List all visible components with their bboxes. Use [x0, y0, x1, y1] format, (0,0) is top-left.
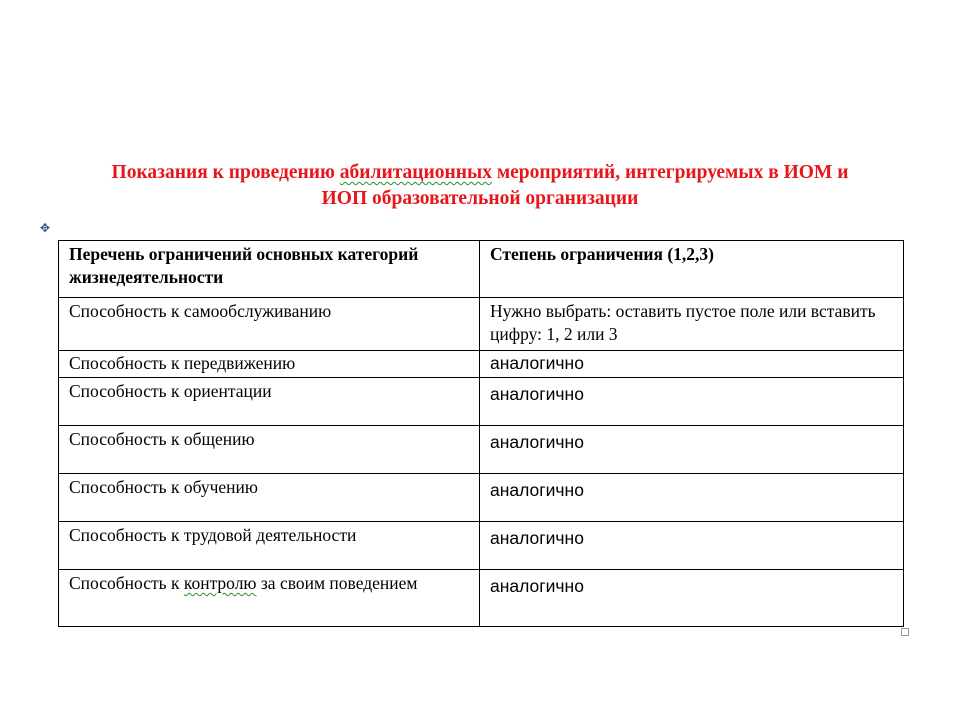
degree-cell[interactable]: аналогично: [480, 426, 904, 474]
degree-cell[interactable]: аналогично: [480, 378, 904, 426]
degree-cell[interactable]: аналогично: [480, 474, 904, 522]
table-row: [59, 426, 904, 474]
table-row: [59, 298, 904, 351]
table-row: [59, 474, 904, 522]
table-row: [59, 351, 904, 378]
category-cell[interactable]: Способность к контролю за своим поведением: [59, 570, 480, 627]
category-cell[interactable]: Способность к обучению: [59, 474, 480, 522]
spellcheck-word: контролю: [183, 573, 257, 593]
category-cell[interactable]: Способность к передвижению: [59, 351, 480, 378]
category-cell[interactable]: Способность к самообслуживанию: [59, 298, 480, 351]
category-cell[interactable]: Способность к общению: [59, 426, 480, 474]
table-resize-handle-icon[interactable]: [901, 628, 909, 636]
page-title: [60, 160, 900, 212]
limitations-table: [58, 240, 904, 627]
category-cell[interactable]: Способность к трудовой деятельности: [59, 522, 480, 570]
degree-cell[interactable]: Нужно выбрать: оставить пустое поле или вставить цифру: 1, 2 или 3: [480, 298, 904, 351]
title-line-2: ИОП образовательной организации: [321, 188, 639, 209]
header-cell-categories[interactable]: Перечень ограничений основных категорий жизнедеятельности: [59, 241, 480, 298]
table-row: [59, 570, 904, 627]
category-cell[interactable]: Способность к ориентации: [59, 378, 480, 426]
table-row: [59, 522, 904, 570]
table-move-handle-icon[interactable]: ✥: [40, 221, 51, 235]
title-line-1: Показания к проведению абилитационных мероприятий, интегрируемых в ИОМ и: [111, 162, 849, 183]
spellcheck-word: абилитационных: [339, 162, 492, 183]
table-header-row: [59, 241, 904, 298]
header-cell-degree[interactable]: Степень ограничения (1,2,3): [480, 241, 904, 298]
degree-cell[interactable]: аналогично: [480, 570, 904, 627]
degree-cell[interactable]: аналогично: [480, 522, 904, 570]
table-row: [59, 378, 904, 426]
degree-cell[interactable]: аналогично: [480, 351, 904, 378]
